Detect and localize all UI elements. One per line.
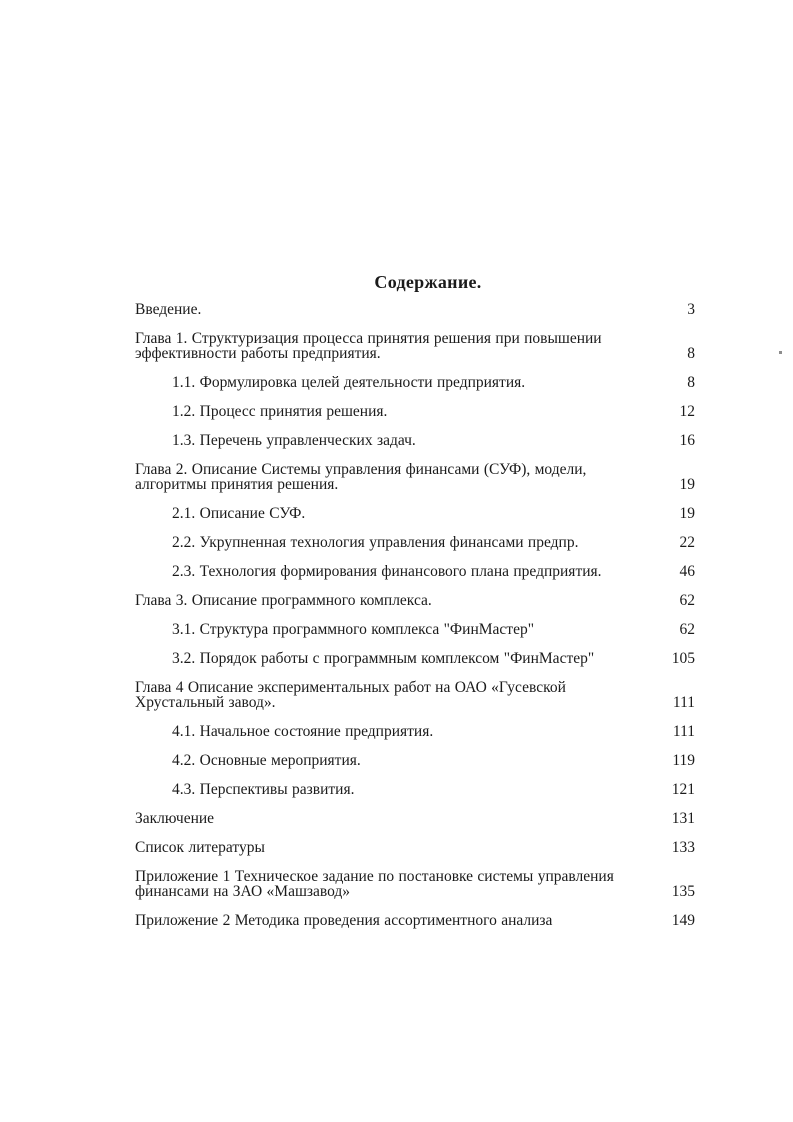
toc-entry-label: 1.1. Формулировка целей деятельности предприятия.: [172, 374, 526, 391]
toc-entry: [135, 593, 695, 608]
toc-entry-page-number: 62: [679, 592, 695, 609]
toc-entry-page-number: 16: [679, 432, 695, 449]
toc-entry: [135, 622, 695, 637]
toc-entry-page-number: 22: [679, 534, 695, 551]
toc-entry-page-number: 119: [672, 752, 695, 769]
toc-entry: [135, 753, 695, 768]
toc-entry-page-number: 149: [671, 912, 695, 929]
toc-entry-label: Введение.: [135, 301, 202, 318]
toc-entry-page-number: 46: [679, 563, 695, 580]
toc-entry-page-number: 62: [679, 621, 695, 638]
toc-entry-label: 2.1. Описание СУФ.: [172, 505, 306, 522]
toc-entry-label: 3.1. Структура программного комплекса "ФинМастер": [172, 621, 535, 638]
toc-entry-label: Заключение: [135, 810, 215, 827]
toc-entry-label: 2.2. Укрупненная технология управления финансами предпр.: [172, 534, 579, 551]
toc-content: [135, 271, 695, 942]
toc-entry: [135, 331, 695, 361]
toc-entry-page-number: 12: [679, 403, 695, 420]
toc-entry-page-number: 3: [687, 301, 695, 318]
toc-entry: [135, 375, 695, 390]
toc-entry: [135, 564, 695, 579]
toc-entry-label: 1.3. Перечень управленческих задач.: [172, 432, 416, 449]
toc-entry-label: Глава 1. Структуризация процесса принятия решения при повышении эффективности работы предприятия.: [135, 330, 602, 362]
toc-entry-label: Приложение 1 Техническое задание по постановке системы управления финансами на ЗАО «Машзавод»: [135, 868, 614, 900]
toc-entry-page-number: 19: [679, 505, 695, 522]
toc-entry-page-number: 19: [679, 476, 695, 493]
toc-entry: [135, 782, 695, 797]
toc-entry: [135, 840, 695, 855]
toc-entry-page-number: 105: [671, 650, 695, 667]
toc-entry-label: Список литературы: [135, 839, 265, 856]
toc-entry: [135, 433, 695, 448]
scan-artifact-dot: [779, 351, 782, 354]
toc-entry: [135, 404, 695, 419]
toc-entry: [135, 535, 695, 550]
toc-entry-page-number: 111: [672, 694, 695, 711]
table-of-contents: [135, 302, 695, 928]
toc-entry-label: 4.1. Начальное состояние предприятия.: [172, 723, 434, 740]
toc-entry-label: Приложение 2 Методика проведения ассортиментного анализа: [135, 912, 553, 929]
toc-entry-label: 4.2. Основные мероприятия.: [172, 752, 361, 769]
toc-entry: [135, 462, 695, 492]
toc-entry: [135, 869, 695, 899]
toc-entry-label: 4.3. Перспективы развития.: [172, 781, 355, 798]
toc-entry: [135, 506, 695, 521]
toc-entry: [135, 811, 695, 826]
toc-entry-page-number: 8: [687, 374, 695, 391]
toc-entry-page-number: 133: [671, 839, 695, 856]
toc-entry-page-number: 111: [672, 723, 695, 740]
toc-entry-label: 3.2. Порядок работы с программным комплексом "ФинМастер": [172, 650, 595, 667]
toc-entry-page-number: 135: [671, 883, 695, 900]
toc-entry: [135, 913, 695, 928]
toc-entry: [135, 680, 695, 710]
toc-entry-page-number: 8: [687, 345, 695, 362]
page-title: Содержание.: [374, 272, 482, 292]
toc-entry-label: Глава 3. Описание программного комплекса.: [135, 592, 432, 609]
toc-entry-label: 2.3. Технология формирования финансового плана предприятия.: [172, 563, 602, 580]
toc-entry: [135, 724, 695, 739]
toc-entry: [135, 302, 695, 317]
toc-entry-page-number: 131: [671, 810, 695, 827]
toc-entry-label: 1.2. Процесс принятия решения.: [172, 403, 388, 420]
toc-entry: [135, 651, 695, 666]
toc-entry-label: Глава 4 Описание экспериментальных работ на ОАО «Гусевской Хрустальный завод».: [135, 679, 566, 711]
toc-entry-page-number: 121: [671, 781, 695, 798]
toc-entry-label: Глава 2. Описание Системы управления финансами (СУФ), модели, алгоритмы принятия решения.: [135, 461, 587, 493]
